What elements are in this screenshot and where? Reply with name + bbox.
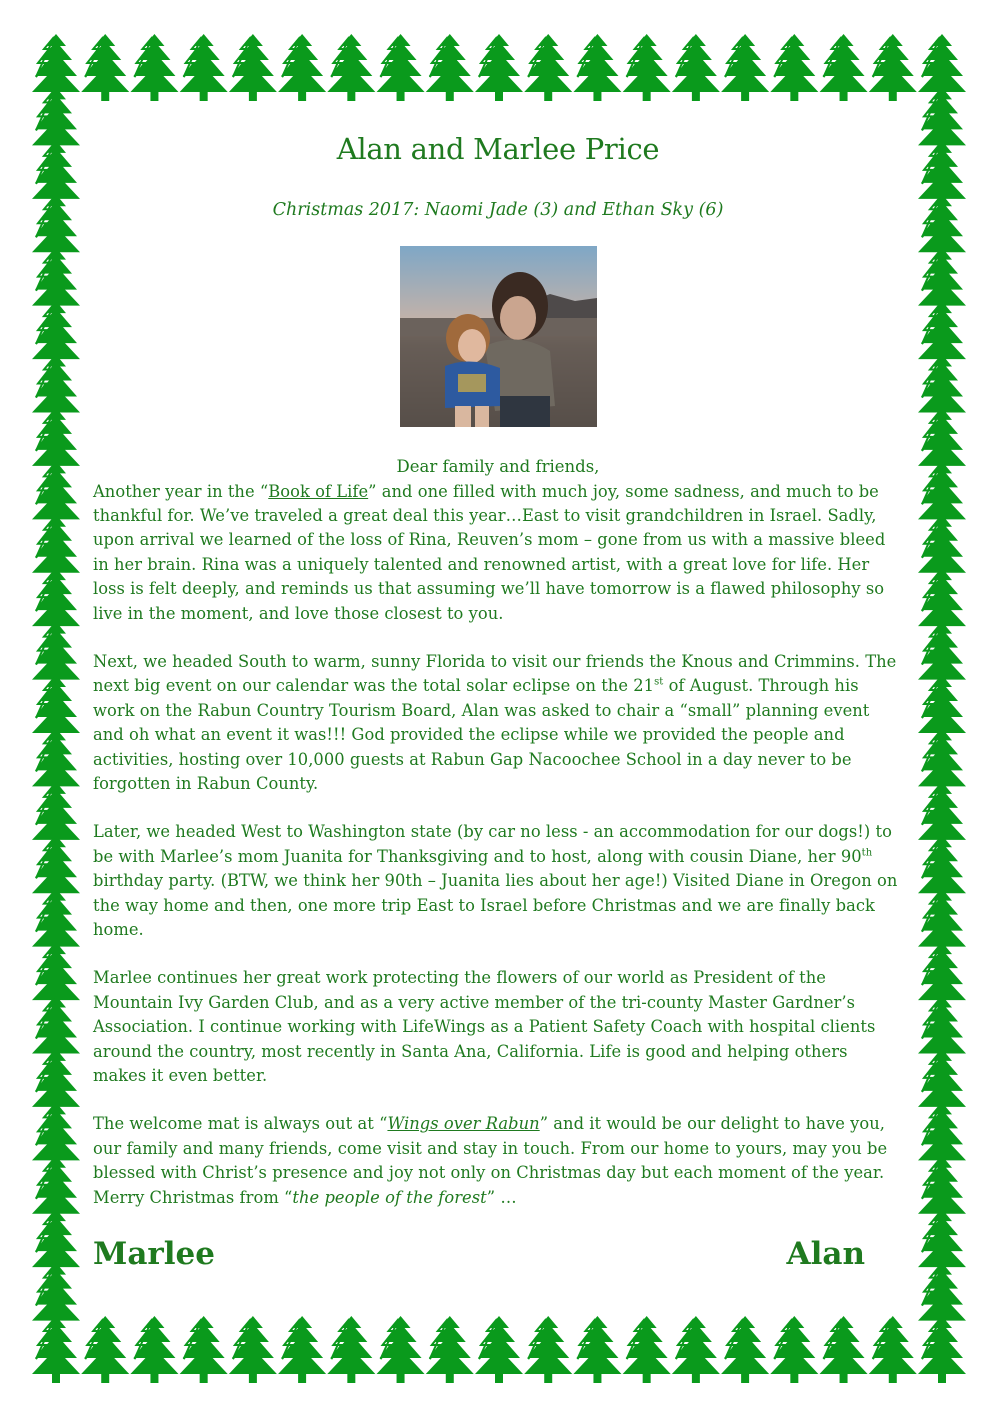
christmas-tree-icon — [573, 34, 621, 101]
christmas-tree-icon — [426, 34, 474, 101]
christmas-tree-icon — [130, 34, 178, 101]
p2-superscript: st — [654, 676, 664, 688]
p3-text-a: Later, we headed West to Washington state (by car no less - an accommodation for our dogs!) to be with Marlee’s mom Juanita for Thanksgiving and to host, along with cousin Diane, her 90 — [93, 822, 892, 866]
christmas-tree-icon — [623, 1316, 671, 1383]
paragraph-1 — [93, 480, 903, 626]
christmas-tree-icon — [672, 1316, 720, 1383]
christmas-tree-icon — [229, 1316, 277, 1383]
p2-text-b: of August. Through his work on the Rabun Country Tourism Board, Alan was asked to chair a “small” planning event and oh what an event it was!!! God provided the eclipse while we provided the people and activities, hosting over 10,000 guests at Rabun Gap Nacoochee School in a day never to be forgotten in Rabun County. — [93, 676, 870, 793]
p3-text-b: birthday party. (BTW, we think her 90th – Juanita lies about her age!) Visited Diane in Oregon on the way home and then, one more trip East to Israel before Christmas and we are finally back home. — [93, 871, 898, 939]
christmas-tree-icon — [229, 34, 277, 101]
paragraph-3 — [93, 820, 903, 942]
christmas-tree-icon — [32, 1263, 80, 1330]
christmas-tree-icon — [820, 1316, 868, 1383]
paragraph-5 — [93, 1112, 903, 1210]
p5-italic: the people of the forest — [292, 1187, 487, 1207]
christmas-tree-icon — [81, 1316, 129, 1383]
christmas-tree-icon — [475, 34, 523, 101]
christmas-tree-icon — [130, 1316, 178, 1383]
christmas-tree-icon — [869, 34, 917, 101]
christmas-tree-icon — [524, 1316, 572, 1383]
signature-marlee: Marlee — [93, 1236, 215, 1272]
christmas-tree-icon — [426, 1316, 474, 1383]
signature-alan: Alan — [786, 1236, 865, 1272]
christmas-tree-icon — [623, 34, 671, 101]
christmas-tree-icon — [327, 1316, 375, 1383]
page-subtitle: Christmas 2017: Naomi Jade (3) and Ethan Sky (6) — [272, 200, 724, 220]
p2-text-a: Next, we headed South to warm, sunny Florida to visit our friends the Knous and Crimmins. The next big event on our calendar was the total solar eclipse on the 21 — [93, 651, 897, 696]
christmas-tree-icon — [672, 34, 720, 101]
christmas-tree-icon — [377, 34, 425, 101]
page-title: Alan and Marlee Price — [336, 132, 660, 166]
p5-text-a: The welcome mat is always out at “ — [93, 1114, 388, 1134]
christmas-tree-icon — [180, 34, 228, 101]
christmas-tree-icon — [770, 1316, 818, 1383]
christmas-tree-icon — [524, 34, 572, 101]
p5-text-c: ” … — [486, 1187, 517, 1207]
christmas-tree-icon — [81, 34, 129, 101]
christmas-tree-icon — [327, 34, 375, 101]
p1-text-b: ” and one filled with much joy, some sadness, and much to be thankful for. We’ve traveled a great deal this year…East to visit grandchildren in Israel. Sadly, upon arrival we learned of the loss of Rina, Reuven’s mom – gone from us with a massive bleed in her brain. Rina was a uniquely talented and renowned artist, with a great love for life. Her loss is felt deeply, and reminds us that assuming we’ll have tomorrow is a flawed philosophy so live in the moment, and love those closest to you. — [93, 481, 886, 623]
christmas-tree-icon — [770, 34, 818, 101]
christmas-tree-icon — [721, 1316, 769, 1383]
p1-text-a: Another year in the “ — [93, 481, 269, 501]
wings-over-rabun-link[interactable]: Wings over Rabun — [387, 1114, 540, 1134]
book-of-life-link[interactable]: Book of Life — [268, 481, 369, 501]
greeting: Dear family and friends, — [396, 457, 600, 476]
p3-superscript: th — [861, 847, 873, 859]
christmas-tree-icon — [278, 1316, 326, 1383]
christmas-tree-icon — [278, 34, 326, 101]
christmas-tree-icon — [918, 1263, 966, 1330]
letter-content — [93, 132, 903, 1234]
christmas-tree-icon — [180, 1316, 228, 1383]
christmas-tree-icon — [377, 1316, 425, 1383]
christmas-tree-icon — [869, 1316, 917, 1383]
christmas-tree-icon — [721, 34, 769, 101]
p5-text-b: ” and it would be our delight to have you, our family and many friends, come visit and stay in touch. From our home to yours, may you be blessed with Christ’s presence and joy not only on Christmas day but each moment of the year. Merry Christmas from “ — [93, 1114, 888, 1207]
signatures — [93, 1236, 865, 1272]
christmas-tree-icon — [820, 34, 868, 101]
children-on-beach-photo — [400, 246, 597, 427]
christmas-tree-icon — [573, 1316, 621, 1383]
paragraph-4: Marlee continues her great work protecting the flowers of our world as President of the Mountain Ivy Garden Club, and as a very active member of the tri-county Master Gardner’s Association. I continue working with LifeWings as a Patient Safety Coach with hospital clients around the country, most recently in Santa Ana, California. Life is good and helping others makes it even better. — [93, 968, 876, 1086]
christmas-tree-icon — [475, 1316, 523, 1383]
paragraph-2 — [93, 650, 903, 796]
